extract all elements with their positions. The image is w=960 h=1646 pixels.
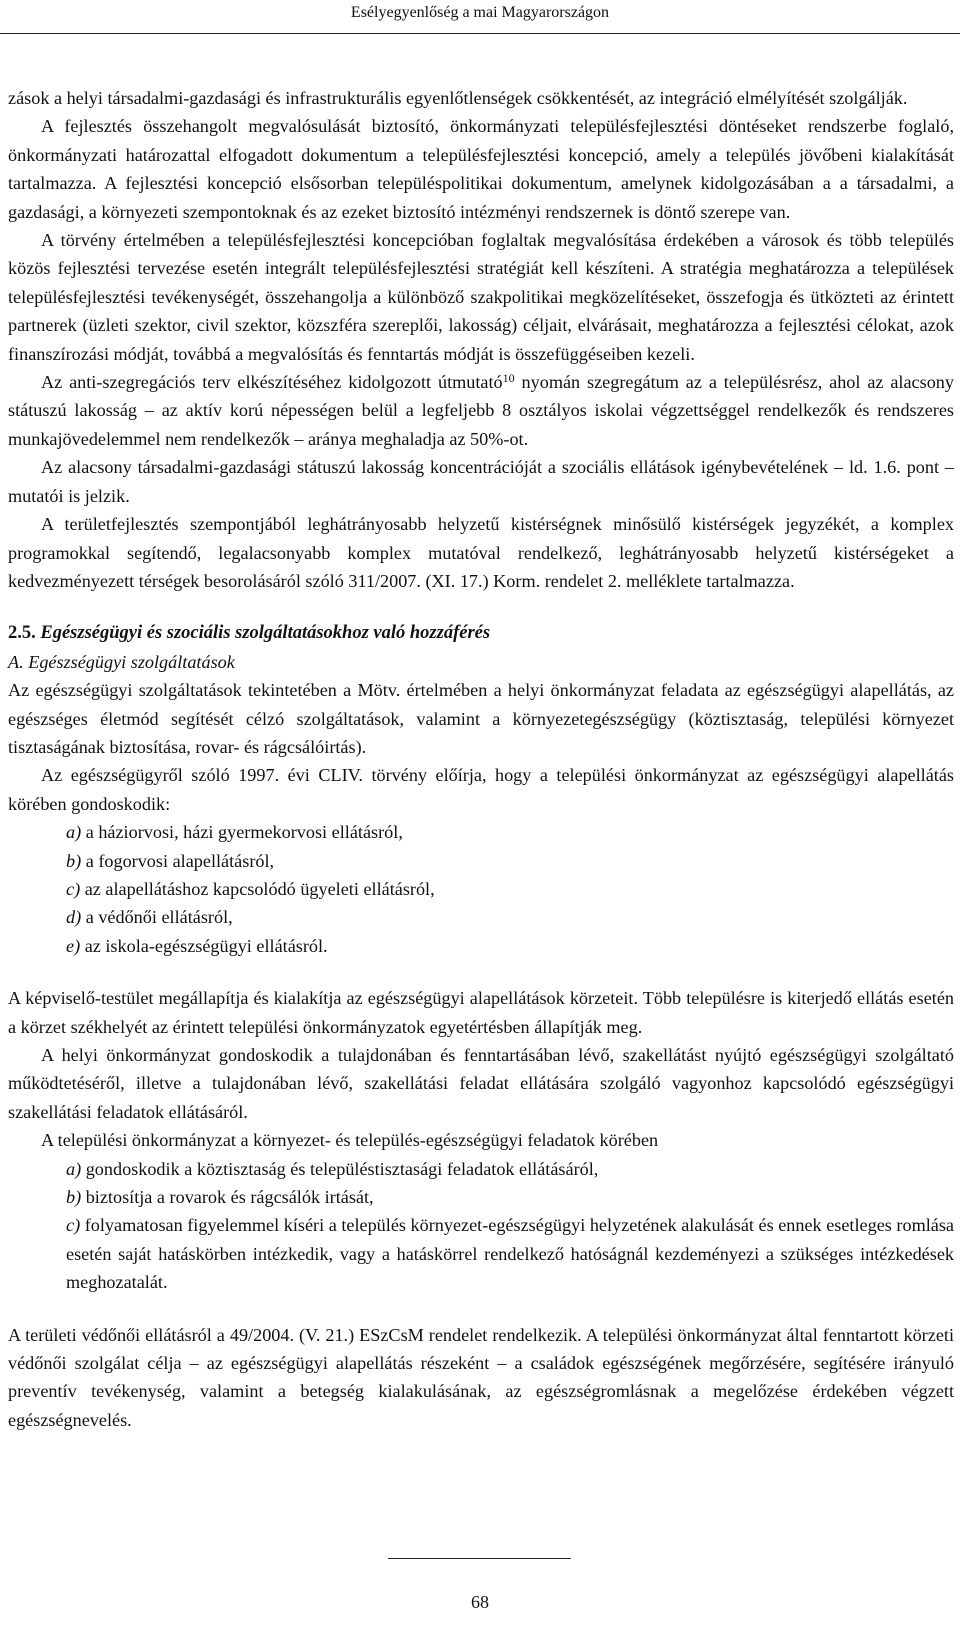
list-item <box>8 875 954 903</box>
header-title: Esélyegyenlőség a mai Magyarországon <box>350 4 610 21</box>
page-body <box>8 84 954 1434</box>
footnote-reference[interactable]: 10 <box>502 371 515 386</box>
list-item-letter: a) <box>66 822 82 843</box>
list-item <box>8 1183 954 1211</box>
list-item-letter: c) <box>66 1215 81 1236</box>
list-item-text: gondoskodik a köztisztaság és településtisztasági feladatok ellátásáról, <box>81 1158 599 1179</box>
paragraph-strategy: A törvény értelmében a településfejlesztési koncepcióban foglaltak megvalósítása érdekében a városok és több település közös fejlesztési tervezése esetén integrált településfejlesztési stratégiát kell készíteni. A stratégia meghatározza a települések településfejlesztési tevékenységét, összehangolja a különböző szakpolitikai megközelítéseket, összefogja és ütközteti az érintett partnerek (üzleti szektor, civil szektor, közszféra szereplői, lakosság) céljait, elvárásait, meghatározza a fejlesztési célokat, azok finanszírozási módját, továbbá a megvalósítás és fenntartás módját is összefüggéseiben kezeli. <box>8 230 954 364</box>
list-item-letter: d) <box>66 907 82 928</box>
list-item-text: a háziorvosi, házi gyermekorvosi ellátásról, <box>81 822 403 843</box>
list-item-letter: e) <box>66 935 81 956</box>
subsection-heading: A. Egészségügyi szolgáltatások <box>8 651 235 672</box>
paragraph-continuation: zások a helyi társadalmi-gazdasági és infrastrukturális egyenlőtlenségek csökkentését, az integráció elmélyítését szolgálják. <box>8 88 908 108</box>
paragraph-district-nurse: A területi védőnői ellátásról a 49/2004. (V. 21.) ESzCsM rendelet rendelkezik. A települési önkormányzat által fenntartott körzeti védőnői szolgálat célja – az egészségügyi alapellátás részeként – a családok egészségének megőrzésére, segítésére irányuló preventív tevékenység, valamint a betegség kialakulásának, az egészségromlásnak a megelőzése érdekében végzett egészségnevelés. <box>8 1324 954 1430</box>
list-item-letter: b) <box>66 850 82 871</box>
footer-divider <box>388 1558 571 1559</box>
section-number: 2.5. <box>8 623 36 644</box>
list-item-text: az alapellátáshoz kapcsolódó ügyeleti ellátásról, <box>80 878 435 899</box>
running-header <box>0 0 960 34</box>
antiseg-text-after: nyomán szegregátum az a településrész, ahol az alacsony státuszú lakosság – az aktív korú népességen belül a legfeljebb 8 osztályos iskolai végzettséggel rendelkezők és rendszeres munkajövedelemmel nem rendelkezők – aránya meghaladja az 50%-ot. <box>8 372 954 449</box>
paragraph-council-districts: A képviselő-testület megállapítja és kialakítja az egészségügyi alapellátások körzeteit. Több településre is kiterjedő ellátás esetén a körzet székhelyét az érintett települési önkormányzatok egyetértésben állapítják meg. <box>8 988 954 1037</box>
list-item-letter: b) <box>66 1187 82 1208</box>
list-item-text: folyamatosan figyelemmel kíséri a település környezet-egészségügyi helyzetének alakulását és ennek esetleges romlása esetén saját hatáskörben intézkedik, vagy a hatáskörrel rendelkező hatóságnál kezdeményezi a szükséges intézkedések meghozatalát. <box>66 1215 954 1293</box>
list-item-text: a védőnői ellátásról, <box>81 907 233 928</box>
list-item <box>8 1155 954 1183</box>
list-item <box>8 932 954 960</box>
paragraph-specialist-care: A helyi önkormányzat gondoskodik a tulajdonában és fenntartásában lévő, szakellátást nyújtó egészségügyi szolgáltató működtetéséről, illetve a tulajdonában lévő, szakellátási feladat ellátására szolgáló vagyonhoz kapcsolódó egészségügyi szakellátási feladatok ellátásáról. <box>8 1045 954 1122</box>
page-number: 68 <box>471 1592 489 1612</box>
paragraph-law-intro: Az egészségügyről szóló 1997. évi CLIV. törvény előírja, hogy a települési önkormányzat az egészségügyi alapellátás körében gondoskodik: <box>8 765 954 814</box>
list-item-text: biztosítja a rovarok és rágcsálók irtását, <box>81 1187 374 1208</box>
section-title: Egészségügyi és szociális szolgáltatásokhoz való hozzáférés <box>40 623 491 644</box>
list-item-text: az iskola-egészségügyi ellátásról. <box>80 935 328 956</box>
spacer <box>8 1297 954 1321</box>
list-item <box>8 847 954 875</box>
spacer <box>8 595 954 619</box>
list-item-letter: c) <box>66 878 81 899</box>
list-item <box>8 903 954 931</box>
paragraph-environment-intro: A települési önkormányzat a környezet- és település-egészségügyi feladatok körében <box>41 1130 659 1151</box>
section-heading <box>8 619 954 647</box>
spacer <box>8 960 954 984</box>
list-item-text: a fogorvosi alapellátásról, <box>81 850 275 871</box>
list-item <box>8 1211 954 1296</box>
list-item <box>8 818 954 846</box>
antiseg-text-before: Az anti-szegregációs terv elkészítéséhez kidolgozott útmutató <box>41 372 503 393</box>
paragraph-health-intro: Az egészségügyi szolgáltatások tekintetében a Mötv. értelmében a helyi önkormányzat feladata az egészségügyi alapellátás, az egészséges életmód segítését célzó szolgáltatások, valamint a környezetegészségügy (köztisztaság, települési környezet tisztaságának biztosítása, rovar- és rágcsálóirtás). <box>8 680 954 757</box>
paragraph-development-concept: A fejlesztés összehangolt megvalósulását biztosító, önkormányzati településfejlesztési döntéseket rendszerbe foglaló, önkormányzati határozattal elfogadott dokumentum a településfejlesztési koncepció, amely a település jövőbeni kialakítását tartalmazza. A fejlesztési koncepció elsősorban településpolitikai dokumentum, amelynek kidolgozásában a a társadalmi, a gazdasági, a környezeti szempontoknak és az ezeket biztosító intézményi rendszernek is döntő szerepe van. <box>8 116 954 222</box>
paragraph-disadvantaged-regions: A területfejlesztés szempontjából leghátrányosabb helyzetű kistérségnek minősülő kistérségek jegyzékét, a komplex programokkal segítendő, legalacsonyabb komplex mutatóval rendelkező, leghátrányosabb helyzetű kistérségeket a kedvezményezett térségek besorolásáról szóló 311/2007. (XI. 17.) Korm. rendelet 2. melléklete tartalmazza. <box>8 514 954 591</box>
paragraph-low-status: Az alacsony társadalmi-gazdasági státuszú lakosság koncentrációját a szociális ellátások igénybevételének – ld. 1.6. pont – mutatói is jelzik. <box>8 457 954 506</box>
list-item-letter: a) <box>66 1158 82 1179</box>
law-items-list <box>8 818 954 960</box>
env-items-list <box>8 1155 954 1297</box>
paragraph-anti-segregation <box>8 368 954 453</box>
